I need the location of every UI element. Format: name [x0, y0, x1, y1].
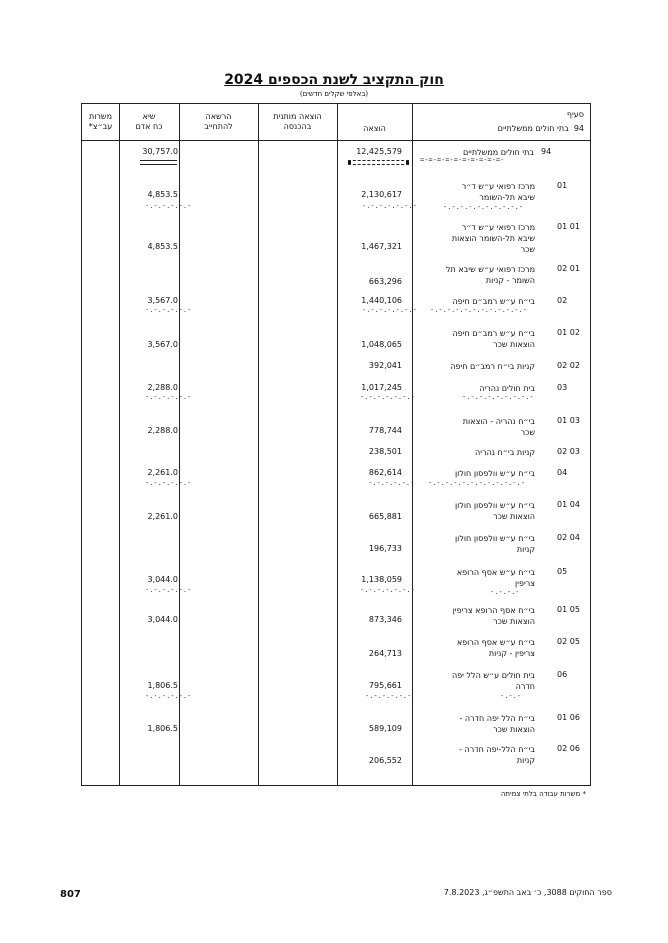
header-commitment: הרשאה להתחייב [204, 112, 233, 131]
row-code: 01 04 [557, 500, 580, 509]
row-description: בי״ח אסף הרופא צריפין הוצאות שכר [452, 606, 535, 626]
row-manpower: 4,853.5 [147, 242, 178, 251]
row-code: 01 [557, 181, 568, 190]
row-description: בי״ח ע״ש רמב״ם חיפה הוצאות שכר [452, 329, 535, 349]
row-manpower: 2,261.0 [147, 468, 178, 477]
row-code: 04 [557, 468, 568, 477]
row-separator: =-=-=-=-=-=-=-=-=-=- [420, 156, 505, 164]
row-expense: 1,048,065 [361, 340, 402, 349]
row-description: קניות בי״ח נהריה [475, 448, 535, 457]
row-code: 02 [557, 296, 568, 305]
row-manpower: 3,044.0 [147, 615, 178, 624]
row-description: בי״ח הלל-יפה חדרה - קניות [459, 745, 535, 765]
row-expense: 1,440,106 [361, 296, 402, 305]
row-code: 02 05 [557, 637, 580, 646]
row-manpower: 3,567.0 [147, 340, 178, 349]
row-expense: 663,296 [368, 277, 402, 286]
row-manpower: 2,288.0 [147, 383, 178, 392]
row-expense: 196,733 [368, 544, 402, 553]
row-code: 02 04 [557, 533, 580, 542]
row-manpower: 2,261.0 [147, 512, 178, 521]
row-expense: 1,017,245 [361, 383, 402, 392]
row-description: בי״ח הלל יפה חדרה - הוצאות שכר [459, 714, 535, 734]
row-code: 05 [557, 567, 568, 576]
row-separator: -.-.-.- [490, 588, 520, 596]
row-description: בי״ח ע״ש אסף הרופא צריפין - קניות [456, 638, 535, 658]
row-separator: -.-.-.-.-.-.-.-.-.-.-.- [430, 306, 527, 314]
row-code: 01 01 [557, 222, 580, 231]
row-code: 06 [557, 670, 568, 679]
row-description: בי״ח נהריה - הוצאות שכר [462, 417, 535, 437]
row-separator: -.-.-.-.-.-.-.-.-.- [443, 203, 524, 211]
row-code: 02 01 [557, 264, 580, 273]
row-expense: 264,713 [368, 649, 402, 658]
row-expense: 862,614 [368, 468, 402, 477]
row-manpower: 1,806.5 [147, 681, 178, 690]
row-separator: -.-.- [500, 692, 522, 700]
row-expense: 392,041 [368, 361, 402, 370]
row-expense: 1,138,059 [361, 575, 402, 584]
row-code: 01 06 [557, 713, 580, 722]
row-description: בי״ח ע״ש אסף הרופא צריפין [456, 568, 535, 588]
row-code: 01 05 [557, 605, 580, 614]
header-section: סעיף [566, 110, 584, 119]
row-expense: 238,501 [368, 447, 402, 456]
row-description: קניות בי״ח רמב״ם חיפה [450, 362, 535, 371]
publication-source: ספר החוקים 3088, כ׳ באב התשפ״ג, 7.8.2023 [443, 888, 612, 897]
row-code: 02 02 [557, 361, 580, 370]
footnote: * משרות עבודה בלתי צמיתה [500, 790, 586, 798]
row-description: מרכז רפואי ע״ש ד״ר שיבא תל-השומר [461, 182, 535, 202]
row-expense: 795,661 [368, 681, 402, 690]
page-title: חוק התקציב לשנת הכספים 2024 [224, 72, 444, 88]
row-description: מרכז רפואי ע״ש שיבא תל השומר - קניות [445, 265, 535, 285]
row-manpower: 1,806.5 [147, 724, 178, 733]
row-separator: -.-.-.-.-.-.-.-.- [462, 393, 534, 401]
row-separator: -.-.-.-.-.-.-.-.-.-.-.- [428, 479, 525, 487]
row-expense: 12,425,579 [356, 147, 402, 156]
row-expense: 665,881 [368, 512, 402, 521]
row-manpower: 4,853.5 [147, 190, 178, 199]
row-code: 94 [541, 147, 552, 156]
row-description: בי״ח ע״ש וולפסון חולון הוצאות שכר [454, 501, 535, 521]
row-expense: 873,346 [368, 615, 402, 624]
page-number: 807 [60, 889, 81, 900]
row-description: בי״ח ע״ש וולפסון חולון קניות [454, 534, 535, 554]
row-description: בית חולים ע״ש הלל יפה חדרה [451, 671, 535, 691]
row-description: בתי חולים ממשלתיים [462, 148, 534, 157]
row-manpower: 2,288.0 [147, 426, 178, 435]
row-description: בי״ח ע״ש רמב״ם חיפה [452, 297, 535, 306]
page-subtitle: (באלפי שקלים חדשים) [299, 90, 369, 98]
header-jobs: משרות עב״צ* [88, 112, 113, 131]
row-expense: 2,130,617 [361, 190, 402, 199]
row-manpower: 3,044.0 [147, 575, 178, 584]
row-code: 01 02 [557, 328, 580, 337]
row-manpower: 3,567.0 [147, 296, 178, 305]
row-code: 03 [557, 383, 568, 392]
row-expense: 589,109 [368, 724, 402, 733]
row-manpower: 30,757.0 [142, 147, 178, 156]
header-manpower: שיא כח אדם [135, 112, 163, 131]
row-description: מרכז רפואי ע״ש ד״ר שיבא תל-השומר הוצאות שכר [451, 223, 535, 254]
row-description: בית חולים נהריה [479, 384, 535, 393]
row-expense: 778,744 [368, 426, 402, 435]
header-section-main: 94 בתי חולים ממשלתיים [497, 124, 584, 133]
row-code: 02 06 [557, 744, 580, 753]
row-description: בי״ח ע״ש וולפסון חולון [454, 469, 535, 478]
header-conditional-expense: הוצאה מותנית בהכנסה [273, 112, 322, 131]
row-expense: 1,467,321 [361, 242, 402, 251]
row-expense: 206,552 [368, 756, 402, 765]
row-code: 01 03 [557, 416, 580, 425]
header-expense: הוצאה [363, 124, 386, 133]
row-code: 02 03 [557, 447, 580, 456]
